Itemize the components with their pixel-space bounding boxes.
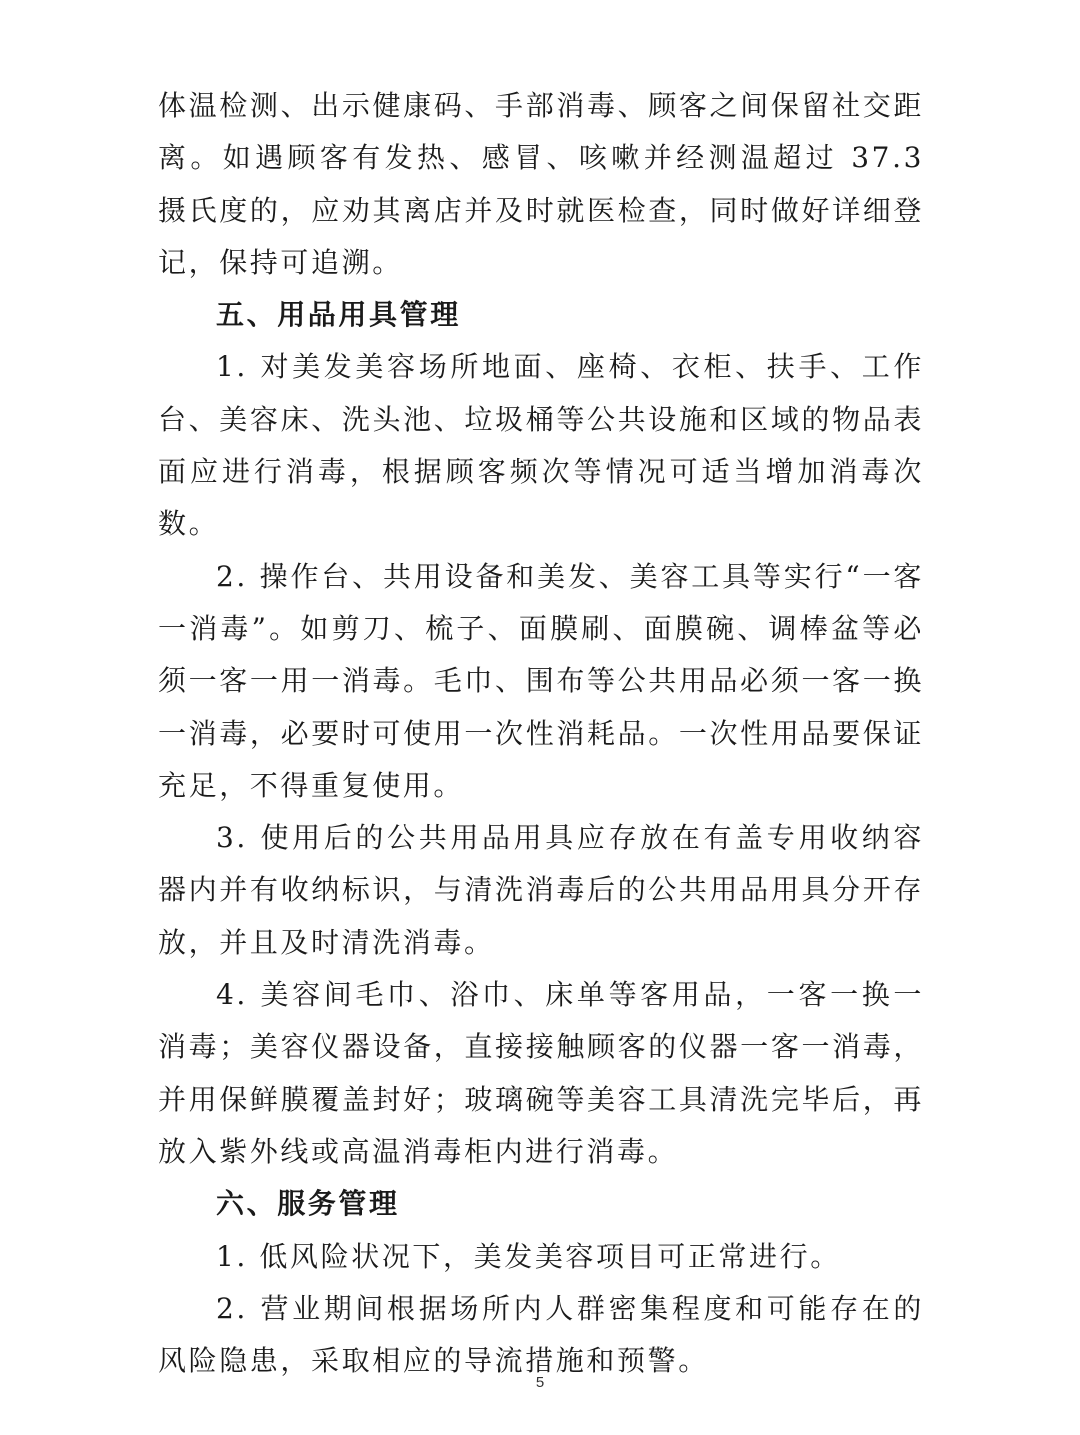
section-heading-service: 六、服务管理 <box>216 1187 400 1221</box>
document-body <box>158 80 924 1387</box>
section-heading-supplies: 五、用品用具管理 <box>216 298 461 332</box>
paragraph-service-2: 2. 营业期间根据场所内人群密集程度和可能存在的风险隐患，采取相应的导流措施和预警。 <box>158 1291 924 1378</box>
paragraph-service-1: 1. 低风险状况下，美发美容项目可正常进行。 <box>216 1239 841 1273</box>
page-number: 5 <box>535 1374 545 1391</box>
paragraph-supplies-1: 1. 对美发美容场所地面、座椅、衣柜、扶手、工作台、美容床、洗头池、垃圾桶等公共设施和区域的物品表面应进行消毒，根据顾客频次等情况可适当增加消毒次数。 <box>158 350 924 541</box>
paragraph-supplies-4: 4. 美容间毛巾、浴巾、床单等客用品，一客一换一消毒；美容仪器设备，直接接触顾客的仪器一客一消毒，并用保鲜膜覆盖封好；玻璃碗等美容工具清洗完毕后，再放入紫外线或高温消毒柜内进行消毒。 <box>158 978 924 1168</box>
paragraph-body-temperature: 体温检测、出示健康码、手部消毒、顾客之间保留社交距离。如遇顾客有发热、感冒、咳嗽并经测温超过 37.3 摄氏度的，应劝其离店并及时就医检查，同时做好详细登记，保持可追溯。 <box>158 89 924 279</box>
paragraph-supplies-3: 3. 使用后的公共用品用具应存放在有盖专用收纳容器内并有收纳标识，与清洗消毒后的公共用品用具分开存放，并且及时清洗消毒。 <box>158 821 924 959</box>
paragraph-supplies-2: 2. 操作台、共用设备和美发、美容工具等实行“一客一消毒”。如剪刀、梳子、面膜刷、面膜碗、调棒盆等必须一客一用一消毒。毛巾、围布等公共用品必须一客一换一消毒，必要时可使用一次性消耗品。一次性用品要保证充足，不得重复使用。 <box>158 559 924 802</box>
